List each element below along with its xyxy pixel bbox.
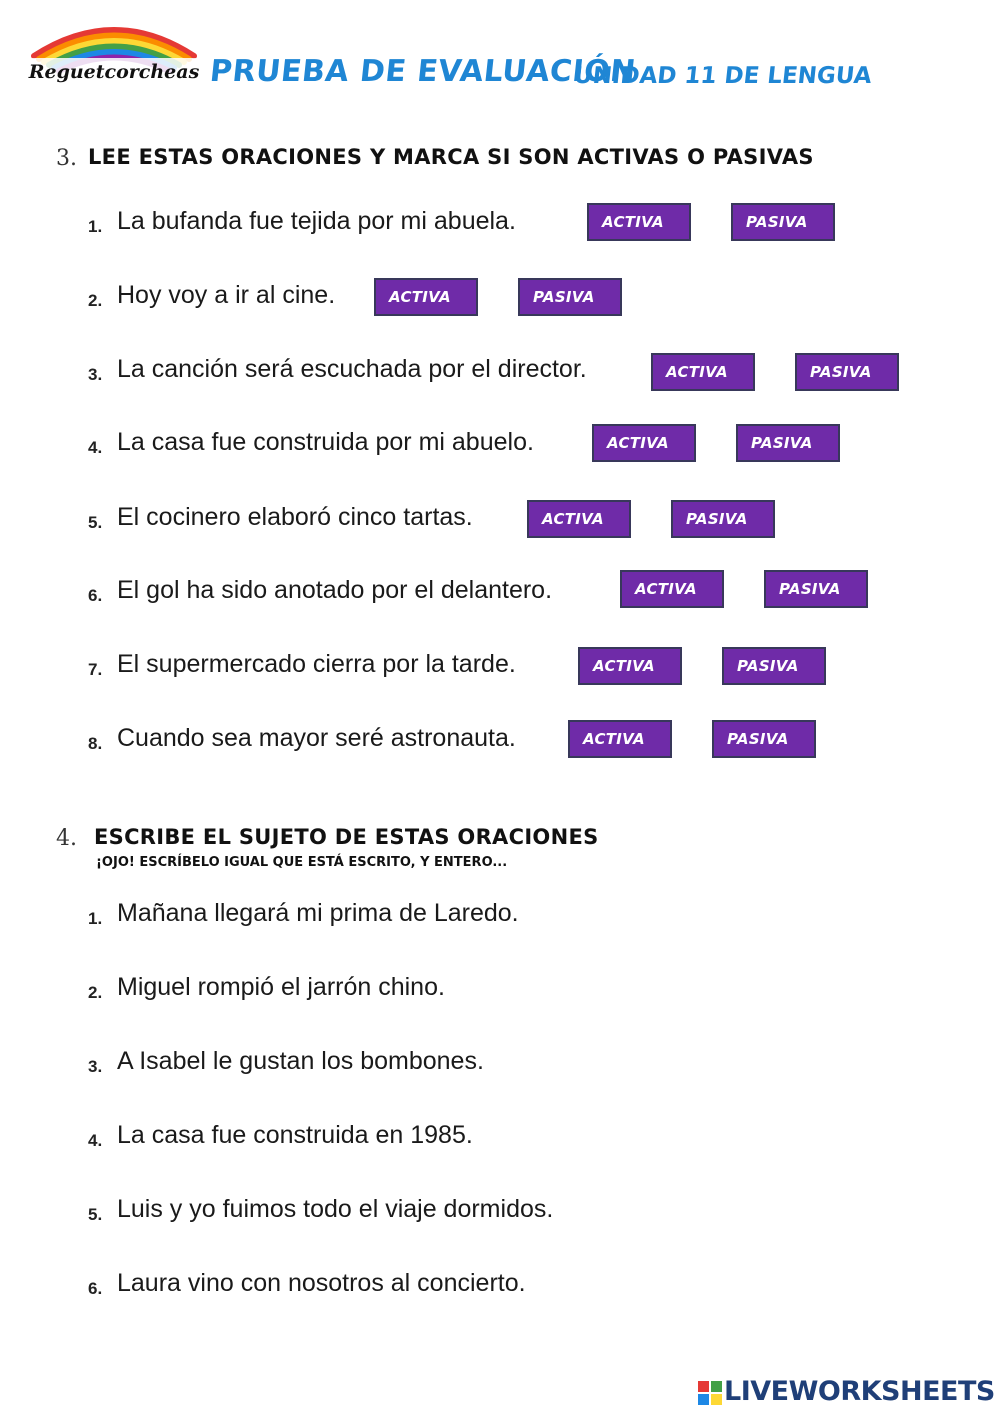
section-3-number: 3. xyxy=(56,146,77,171)
question-number: 2. xyxy=(88,983,103,1002)
question-number: 3. xyxy=(88,365,103,384)
activa-button[interactable]: ACTIVA xyxy=(527,500,631,538)
question-sentence: El gol ha sido anotado por el delantero. xyxy=(117,576,553,604)
pasiva-button[interactable]: PASIVA xyxy=(518,278,622,316)
page-title: PRUEBA DE EVALUACIÓN xyxy=(208,54,638,89)
question-sentence: El supermercado cierra por la tarde. xyxy=(117,650,516,678)
question-number: 5. xyxy=(88,1205,103,1224)
question-sentence: Cuando sea mayor seré astronauta. xyxy=(117,724,516,752)
question-number: 8. xyxy=(88,734,103,753)
question-sentence: Hoy voy a ir al cine. xyxy=(117,281,336,309)
question-sentence: A Isabel le gustan los bombones. xyxy=(117,1047,484,1075)
question-sentence: Luis y yo fuimos todo el viaje dormidos. xyxy=(117,1195,554,1223)
pasiva-button[interactable]: PASIVA xyxy=(764,570,868,608)
page-subtitle: UNIDAD 11 DE LENGUA xyxy=(572,63,873,89)
pasiva-button[interactable]: PASIVA xyxy=(722,647,826,685)
question-number: 1. xyxy=(88,217,103,236)
question-number: 1. xyxy=(88,909,103,928)
question-number: 4. xyxy=(88,1131,103,1150)
section-3-heading: LEE ESTAS ORACIONES Y MARCA SI SON ACTIVAS O PASIVAS xyxy=(88,145,814,169)
pasiva-button[interactable]: PASIVA xyxy=(795,353,899,391)
question-sentence: La casa fue construida por mi abuelo. xyxy=(117,428,534,456)
pasiva-button[interactable]: PASIVA xyxy=(712,720,816,758)
activa-button[interactable]: ACTIVA xyxy=(578,647,682,685)
liveworksheets-logo-icon xyxy=(698,1381,722,1405)
logo-wordmark: Reguetcorcheas xyxy=(28,61,200,83)
question-sentence: La canción será escuchada por el director. xyxy=(117,355,587,383)
activa-button[interactable]: ACTIVA xyxy=(587,203,691,241)
question-sentence: La casa fue construida en 1985. xyxy=(117,1121,473,1149)
question-sentence: La bufanda fue tejida por mi abuela. xyxy=(117,207,516,235)
activa-button[interactable]: ACTIVA xyxy=(651,353,755,391)
section-4-number: 4. xyxy=(56,826,77,851)
pasiva-button[interactable]: PASIVA xyxy=(731,203,835,241)
question-number: 2. xyxy=(88,291,103,310)
liveworksheets-brand: LIVEWORKSHEETS xyxy=(724,1376,995,1407)
question-number: 4. xyxy=(88,438,103,457)
pasiva-button[interactable]: PASIVA xyxy=(736,424,840,462)
question-number: 5. xyxy=(88,513,103,532)
question-number: 6. xyxy=(88,586,103,605)
activa-button[interactable]: ACTIVA xyxy=(592,424,696,462)
question-number: 7. xyxy=(88,660,103,679)
question-sentence: Laura vino con nosotros al concierto. xyxy=(117,1269,526,1297)
question-number: 6. xyxy=(88,1279,103,1298)
question-sentence: Miguel rompió el jarrón chino. xyxy=(117,973,445,1001)
question-number: 3. xyxy=(88,1057,103,1076)
activa-button[interactable]: ACTIVA xyxy=(620,570,724,608)
activa-button[interactable]: ACTIVA xyxy=(374,278,478,316)
question-sentence: Mañana llegará mi prima de Laredo. xyxy=(117,899,519,927)
section-4-heading: ESCRIBE EL SUJETO DE ESTAS ORACIONES xyxy=(94,825,599,849)
activa-button[interactable]: ACTIVA xyxy=(568,720,672,758)
section-4-note: ¡OJO! ESCRÍBELO IGUAL QUE ESTÁ ESCRITO, Y ENTERO... xyxy=(96,855,508,870)
question-sentence: El cocinero elaboró cinco tartas. xyxy=(117,503,473,531)
reguetcorcheas-logo xyxy=(28,12,200,98)
pasiva-button[interactable]: PASIVA xyxy=(671,500,775,538)
